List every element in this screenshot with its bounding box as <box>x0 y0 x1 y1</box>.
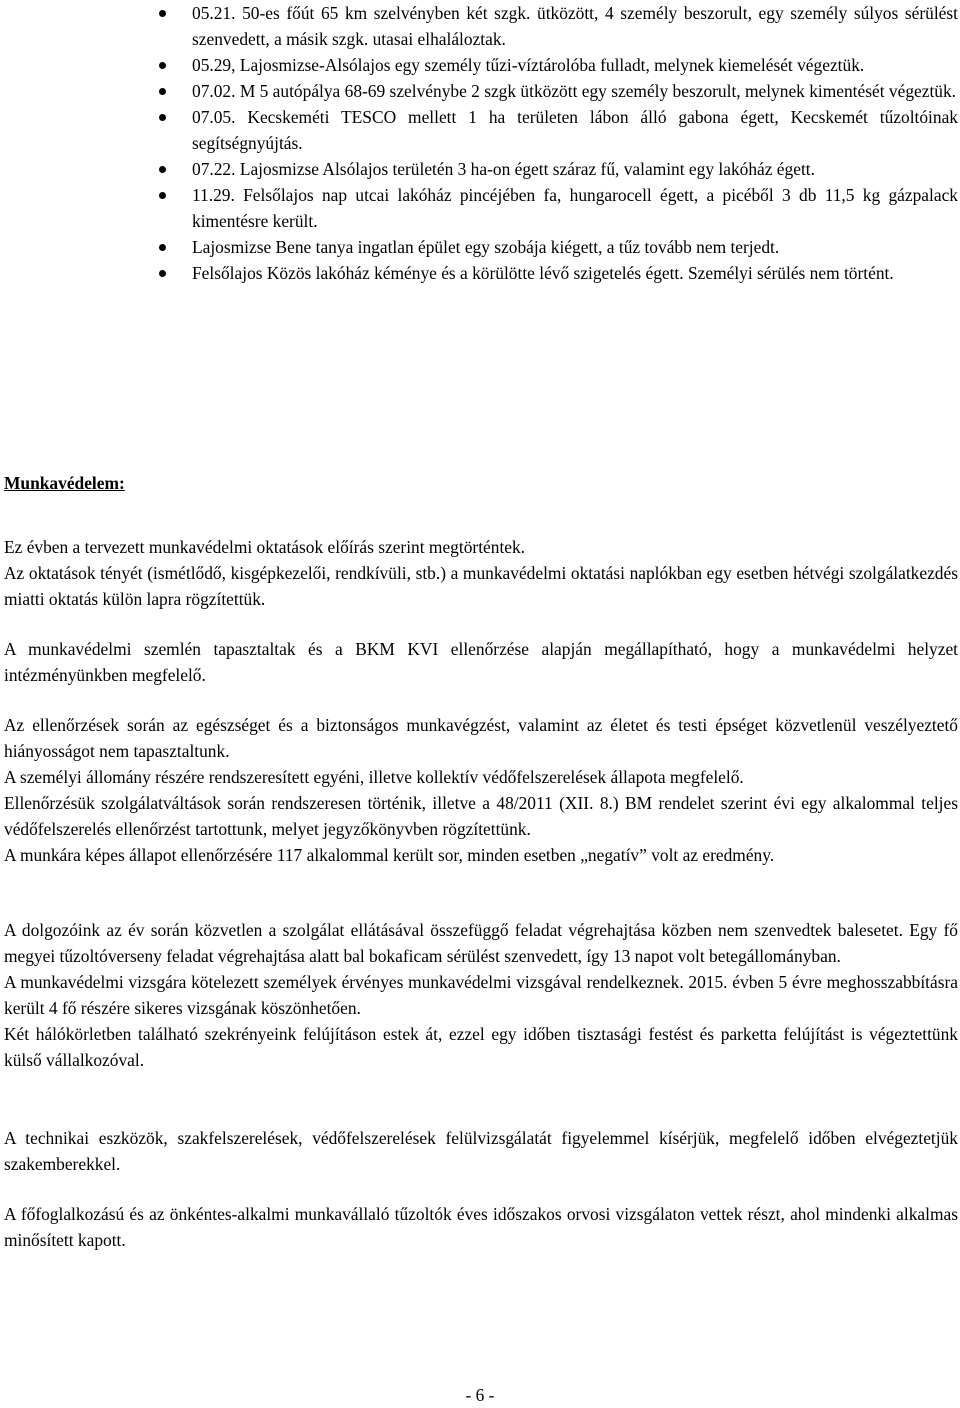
list-item: 11.29. Felsőlajos nap utcai lakóház pincéjében fa, hungarocell égett, a picéből 3 db 11,5 kg gázpalack kimentésre került. <box>192 182 958 234</box>
paragraph-block-6 <box>4 1201 958 1253</box>
paragraph: Az ellenőrzések során az egészséget és a biztonságos munkavégzést, valamint az életet és testi épséget közvetlenül veszélyeztető hiányosságot nem tapasztaltunk. <box>4 715 958 761</box>
paragraph: A technikai eszközök, szakfelszerelések, védőfelszerelések felülvizsgálatát figyelemmel kísérjük, megfelelő időben elvégeztetjük szakemberekkel. <box>4 1128 958 1174</box>
bullet-icon <box>159 10 166 17</box>
paragraph: A személyi állomány részére rendszeresített egyéni, illetve kollektív védőfelszerelések állapota megfelelő. <box>4 767 744 787</box>
paragraph: Két hálókörletben található szekrényeink felújításon estek át, ezzel egy időben tisztasági festést és parketta felújítást is végeztettünk külső vállalkozóval. <box>4 1024 958 1070</box>
list-item: Felsőlajos Közös lakóház kéménye és a körülötte lévő szigetelés égett. Személyi sérülés nem történt. <box>192 260 958 286</box>
paragraph: A dolgozóink az év során közvetlen a szolgálat ellátásával összefüggő feladat végrehajtása közben nem szenvedtek balesetet. Egy fő megyei tűzoltóverseny feladat végrehajtása alatt bal bokaficam sérülést szenvedett, így 13 napot volt betegállományban. <box>4 920 958 966</box>
paragraph: Az oktatások tényét (ismétlődő, kisgépkezelői, rendkívüli, stb.) a munkavédelmi oktatási naplókban egy esetben hétvégi szolgálatkezdés miatti oktatás külön lapra rögzítettük. <box>4 563 958 609</box>
paragraph: A főfoglalkozású és az önkéntes-alkalmi munkavállaló tűzoltók éves időszakos orvosi vizsgálaton vettek részt, ahol mindenki alkalmas minősített kapott. <box>4 1204 958 1250</box>
paragraph-block-1 <box>4 534 958 612</box>
paragraph: Ez évben a tervezett munkavédelmi oktatások előírás szerint megtörténtek. <box>4 537 526 557</box>
paragraph: A munkavédelmi szemlén tapasztaltak és a BKM KVI ellenőrzése alapján megállapítható, hogy a munkavédelmi helyzet intézményünkben megfelelő. <box>4 639 958 685</box>
bullet-icon <box>159 62 166 69</box>
list-item: 07.22. Lajosmizse Alsólajos területén 3 ha-on égett száraz fű, valamint egy lakóház égett. <box>192 156 958 182</box>
list-item: 05.29, Lajosmizse-Alsólajos egy személy tűzi-víztárolóba fulladt, melynek kiemelését végeztük. <box>192 52 958 78</box>
section-heading-block <box>4 470 958 496</box>
bullet-icon <box>159 88 166 95</box>
bullet-icon <box>159 270 166 277</box>
list-item: 07.05. Kecskeméti TESCO mellett 1 ha területen lábon álló gabona égett, Kecskemét tűzoltóinak segítségnyújtás. <box>192 104 958 156</box>
paragraph: Ellenőrzésük szolgálatváltások során rendszeresen történik, illetve a 48/2011 (XII. 8.) BM rendelet szerint évi egy alkalommal teljes védőfelszerelés ellenőrzést tartottunk, melyet jegyzőkönyvben rögzítettünk. <box>4 793 958 839</box>
paragraph: A munkára képes állapot ellenőrzésére 117 alkalommal került sor, minden esetben „negatív” volt az eredmény. <box>4 845 775 865</box>
paragraph: A munkavédelmi vizsgára kötelezett személyek érvényes munkavédelmi vizsgával rendelkeznek. 2015. évben 5 évre meghosszabbításra került 4 fő részére sikeres vizsgának köszönhetően. <box>4 972 958 1018</box>
page-number: - 6 - <box>465 1385 495 1405</box>
incident-list <box>192 0 958 286</box>
bullet-icon <box>159 244 166 251</box>
paragraph-block-2 <box>4 636 958 688</box>
section-heading: Munkavédelem: <box>4 473 125 493</box>
bullet-icon <box>159 192 166 199</box>
bullet-icon <box>159 114 166 121</box>
paragraph-block-4 <box>4 917 958 1073</box>
list-item: Lajosmizse Bene tanya ingatlan épület egy szobája kiégett, a tűz tovább nem terjedt. <box>192 234 958 260</box>
paragraph-block-3 <box>4 712 958 868</box>
list-item: 05.21. 50-es főút 65 km szelvényben két szgk. ütközött, 4 személy beszorult, egy személy súlyos sérülést szenvedett, a másik szgk. utasai elhaláloztak. <box>192 0 958 52</box>
bullet-icon <box>159 166 166 173</box>
paragraph-block-5 <box>4 1125 958 1177</box>
list-item: 07.02. M 5 autópálya 68-69 szelvénybe 2 szgk ütközött egy személy beszorult, melynek kimentését végeztük. <box>192 78 958 104</box>
